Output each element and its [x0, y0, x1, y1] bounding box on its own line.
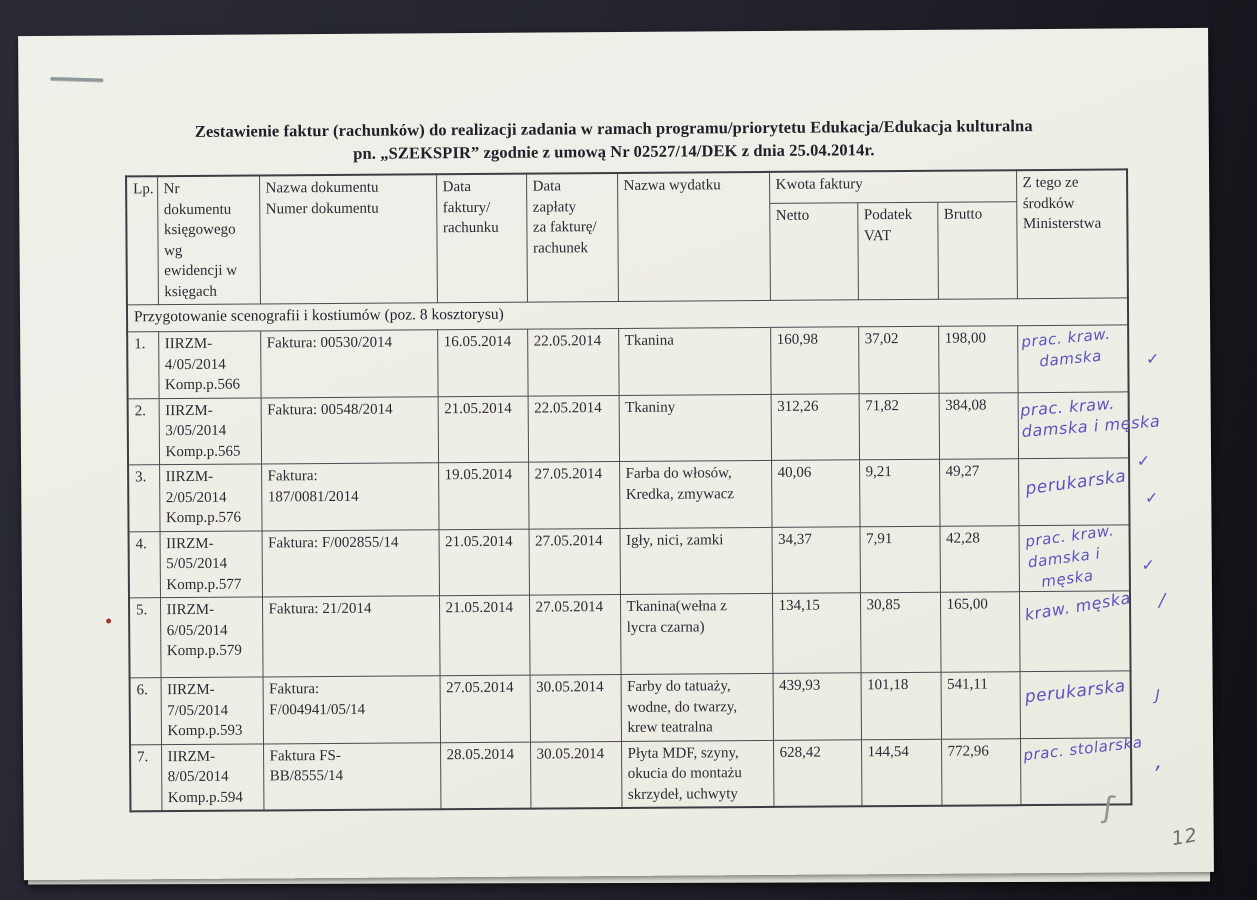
cell-data-faktury: 21.05.2014	[438, 396, 528, 463]
handwritten-annotation: prac. kraw. damska i męska	[1018, 393, 1161, 441]
cell-ministry-funds	[1017, 324, 1160, 392]
cell-nr-dokumentu: IIRZM- 6/05/2014 Komp.p.579	[160, 597, 263, 678]
handwritten-stroke: ∕	[1158, 590, 1166, 612]
header-z-tego: Z tego ze środków Ministerstwa	[1016, 169, 1128, 298]
cell-nr-dokumentu: IIRZM- 7/05/2014 Komp.p.593	[161, 677, 263, 744]
cell-lp: 7.	[130, 744, 161, 811]
cell-lp: 4.	[129, 531, 160, 598]
handwritten-annotation: kraw. męska	[1022, 588, 1132, 625]
cell-nazwa-wydatku: Płyta MDF, szyny, okucia do montażu skrzydeł, uchwyty	[621, 740, 773, 808]
table-row	[130, 671, 1131, 744]
header-lp: Lp.	[126, 176, 158, 305]
cell-podatek-vat: 71,82	[859, 393, 939, 460]
cell-brutto: 198,00	[938, 326, 1017, 393]
cell-ministry-funds	[1020, 671, 1160, 738]
cell-nazwa-dokumentu: Faktura: 00530/2014	[260, 330, 437, 398]
cell-ministry-funds	[1019, 588, 1166, 672]
page-number: 12	[1169, 823, 1200, 851]
cell-nazwa-dokumentu: Faktura: F/002855/14	[262, 529, 439, 597]
cell-podatek-vat: 9,21	[859, 459, 939, 526]
cell-nr-dokumentu: IIRZM- 5/05/2014 Komp.p.577	[160, 530, 262, 597]
cell-nazwa-wydatku: Farba do włosów, Kredka, zmywacz	[619, 460, 771, 528]
header-nazwa-dokumentu: Nazwa dokumentu Numer dokumentu	[259, 174, 437, 304]
cell-data-faktury: 21.05.2014	[439, 595, 530, 676]
handwritten-checkmark: ✓	[1136, 450, 1151, 470]
cell-podatek-vat: 7,91	[860, 526, 940, 593]
table-row	[128, 391, 1129, 464]
staple	[50, 77, 103, 81]
cell-data-faktury: 28.05.2014	[440, 742, 530, 810]
cell-nr-dokumentu: IIRZM- 8/05/2014 Komp.p.594	[161, 743, 263, 811]
cell-ministry-funds	[1019, 520, 1155, 592]
document-title-line2: pn. „SZEKSPIR” zgodnie z umową Nr 02527/14/DEK z dnia 25.04.2014r.	[353, 139, 875, 163]
cell-brutto: 384,08	[939, 392, 1018, 459]
cell-ministry-funds	[1018, 391, 1161, 470]
cell-podatek-vat: 37,02	[858, 326, 938, 393]
table-row	[128, 458, 1129, 531]
cell-nazwa-wydatku: Tkanina	[618, 327, 770, 395]
header-nr-dokumentu: Nr dokumentu księgowego wg ewidencji w księgach	[157, 175, 260, 304]
header-netto: Netto	[769, 203, 858, 301]
handwritten-checkmark: ✓	[1144, 488, 1159, 508]
cell-nazwa-dokumentu: Faktura: 187/0081/2014	[261, 463, 438, 531]
handwritten-stroke: ,	[1155, 748, 1163, 774]
handwritten-checkmark: ✓	[1145, 349, 1160, 369]
cell-data-zaplaty: 27.05.2014	[529, 528, 620, 595]
cell-brutto: 165,00	[940, 592, 1020, 673]
cell-podatek-vat: 30,85	[860, 592, 941, 673]
cell-data-faktury: 21.05.2014	[439, 529, 529, 596]
document-page	[18, 28, 1214, 880]
invoice-table	[125, 168, 1166, 812]
cell-nr-dokumentu: IIRZM- 4/05/2014 Komp.p.566	[158, 331, 260, 398]
cell-nazwa-wydatku: Tkanina(wełna z lycra czarna)	[620, 593, 773, 674]
cell-podatek-vat: 144,54	[861, 739, 941, 807]
handwritten-annotation: prac. kraw. damska i męska	[1023, 520, 1115, 592]
cell-data-zaplaty: 30.05.2014	[530, 741, 621, 809]
cell-data-zaplaty: 22.05.2014	[528, 395, 619, 462]
cell-nazwa-wydatku: Farby do tatuaży, wodne, do twarzy, krew teatralna	[621, 673, 773, 741]
cell-nazwa-dokumentu: Faktura: F/004941/05/14	[263, 676, 440, 744]
cell-netto: 628,42	[773, 739, 861, 807]
header-data-zaplaty: Data zapłaty za fakturę/ rachunek	[526, 173, 618, 302]
cell-brutto: 42,28	[940, 525, 1019, 592]
cell-data-faktury: 19.05.2014	[438, 462, 528, 529]
cell-nr-dokumentu: IIRZM- 2/05/2014 Komp.p.576	[159, 464, 261, 531]
cell-ministry-funds	[1018, 458, 1159, 525]
table-row	[130, 737, 1131, 811]
cell-netto: 439,93	[773, 673, 861, 740]
cell-lp: 2.	[128, 398, 159, 465]
cell-lp: 3.	[128, 465, 159, 532]
header-brutto: Brutto	[937, 202, 1017, 300]
cell-netto: 312,26	[771, 393, 859, 460]
cell-nazwa-wydatku: Tkaniny	[619, 394, 771, 462]
handwritten-annotation: prac. stolarska	[1021, 732, 1143, 764]
handwritten-annotation: perukarska	[1023, 676, 1127, 708]
cell-netto: 34,37	[772, 526, 860, 593]
red-dot-mark	[106, 619, 111, 624]
handwritten-stroke: J	[1155, 686, 1160, 705]
cell-podatek-vat: 101,18	[861, 672, 941, 739]
header-data-faktury: Data faktury/ rachunku	[436, 174, 527, 303]
handwritten-annotation: perukarska	[1023, 466, 1127, 500]
table-row	[129, 591, 1131, 678]
cell-lp: 6.	[130, 678, 161, 745]
header-kwota-faktury: Kwota faktury	[769, 170, 1016, 203]
cell-brutto: 772,96	[941, 738, 1020, 806]
header-podatek-vat: Podatek VAT	[857, 202, 938, 300]
pencil-squiggle: ʃ	[1101, 790, 1116, 827]
cell-data-zaplaty: 27.05.2014	[528, 461, 619, 528]
table-row	[127, 325, 1128, 398]
cell-data-faktury: 16.05.2014	[437, 329, 527, 396]
cell-nazwa-dokumentu: Faktura: 21/2014	[262, 596, 440, 677]
cell-nazwa-wydatku: Igły, nici, zamki	[620, 527, 772, 595]
cell-data-zaplaty: 30.05.2014	[530, 674, 621, 741]
cell-lp: 1.	[127, 332, 158, 399]
cell-brutto: 541,11	[941, 672, 1020, 739]
cell-data-zaplaty: 27.05.2014	[529, 594, 621, 675]
handwritten-checkmark: ✓	[1141, 554, 1155, 574]
cell-data-zaplaty: 22.05.2014	[527, 328, 618, 395]
header-nazwa-wydatku: Nazwa wydatku	[617, 172, 770, 302]
document-title	[19, 114, 1209, 167]
section-title: Przygotowanie scenografii i kostiumów (poz. 8 kosztorysu)	[127, 298, 1128, 332]
cell-netto: 40,06	[771, 460, 859, 527]
document-title-line1: Zestawienie faktur (rachunków) do realizacji zadania w ramach programu/priorytetu Edukacja/Edukacja kulturalna	[194, 116, 1033, 141]
cell-netto: 160,98	[770, 327, 858, 394]
cell-nazwa-dokumentu: Faktura: 00548/2014	[261, 396, 438, 464]
handwritten-annotation: prac. kraw. damska	[1020, 324, 1111, 372]
cell-data-faktury: 27.05.2014	[440, 675, 530, 742]
table-row	[129, 524, 1130, 597]
cell-nr-dokumentu: IIRZM- 3/05/2014 Komp.p.565	[159, 397, 261, 464]
cell-nazwa-dokumentu: Faktura FS- BB/8555/14	[263, 742, 440, 810]
cell-lp: 5.	[129, 598, 161, 678]
cell-brutto: 49,27	[939, 459, 1018, 526]
cell-netto: 134,15	[772, 593, 861, 674]
